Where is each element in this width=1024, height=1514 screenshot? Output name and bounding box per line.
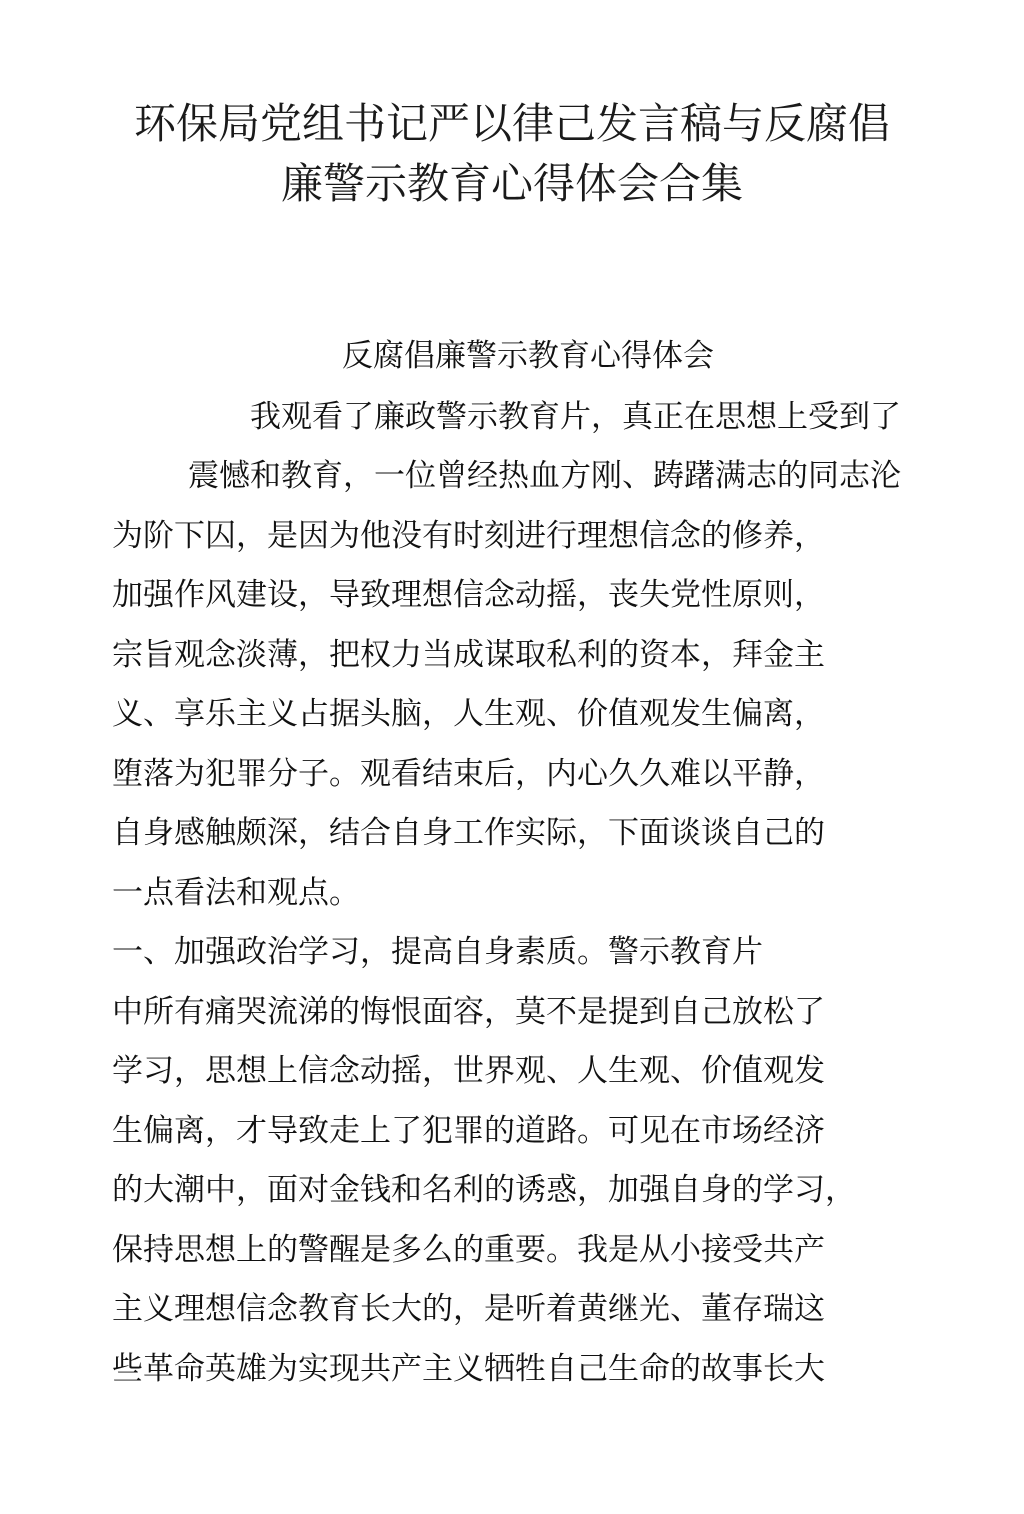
body-line-4: 加强作风建设，导致理想信念动摇，丧失党性原则， xyxy=(112,577,825,613)
body-line-2: 震憾和教育，一位曾经热血方刚、踌躇满志的同志沦 xyxy=(188,458,901,494)
body-line-11: 中所有痛哭流涕的悔恨面容，莫不是提到自己放松了 xyxy=(112,994,825,1030)
document-title-line-2: 廉警示教育心得体会合集 xyxy=(280,159,743,208)
body-line-13: 生偏离，才导致走上了犯罪的道路。可见在市场经济 xyxy=(112,1113,825,1149)
body-line-6: 义、享乐主义占据头脑，人生观、价值观发生偏离， xyxy=(112,696,825,732)
body-line-3: 为阶下囚，是因为他没有时刻进行理想信念的修养， xyxy=(112,518,825,554)
body-line-16: 主义理想信念教育长大的，是听着黄继光、董存瑞这 xyxy=(112,1291,825,1327)
body-line-9: 一点看法和观点。 xyxy=(112,875,360,911)
body-line-14: 的大潮中，面对金钱和名利的诱惑，加强自身的学习， xyxy=(112,1172,856,1208)
document-title-line-1: 环保局党组书记严以律己发言稿与反腐倡 xyxy=(133,99,890,148)
body-line-8: 自身感触颇深，结合自身工作实际，下面谈谈自己的 xyxy=(112,815,825,851)
body-line-5: 宗旨观念淡薄，把权力当成谋取私利的资本，拜金主 xyxy=(112,637,825,673)
body-line-7: 堕落为犯罪分子。观看结束后，内心久久难以平静， xyxy=(112,756,825,792)
body-line-1: 我观看了廉政警示教育片，真正在思想上受到了 xyxy=(250,399,901,435)
body-line-10: 一、加强政治学习，提高自身素质。警示教育片 xyxy=(112,934,763,970)
body-line-17: 些革命英雄为实现共产主义牺牲自己生命的故事长大 xyxy=(112,1351,825,1387)
section-heading: 反腐倡廉警示教育心得体会 xyxy=(342,338,714,374)
body-line-15: 保持思想上的警醒是多么的重要。我是从小接受共产 xyxy=(112,1232,825,1268)
body-line-12: 学习，思想上信念动摇，世界观、人生观、价值观发 xyxy=(112,1053,825,1089)
